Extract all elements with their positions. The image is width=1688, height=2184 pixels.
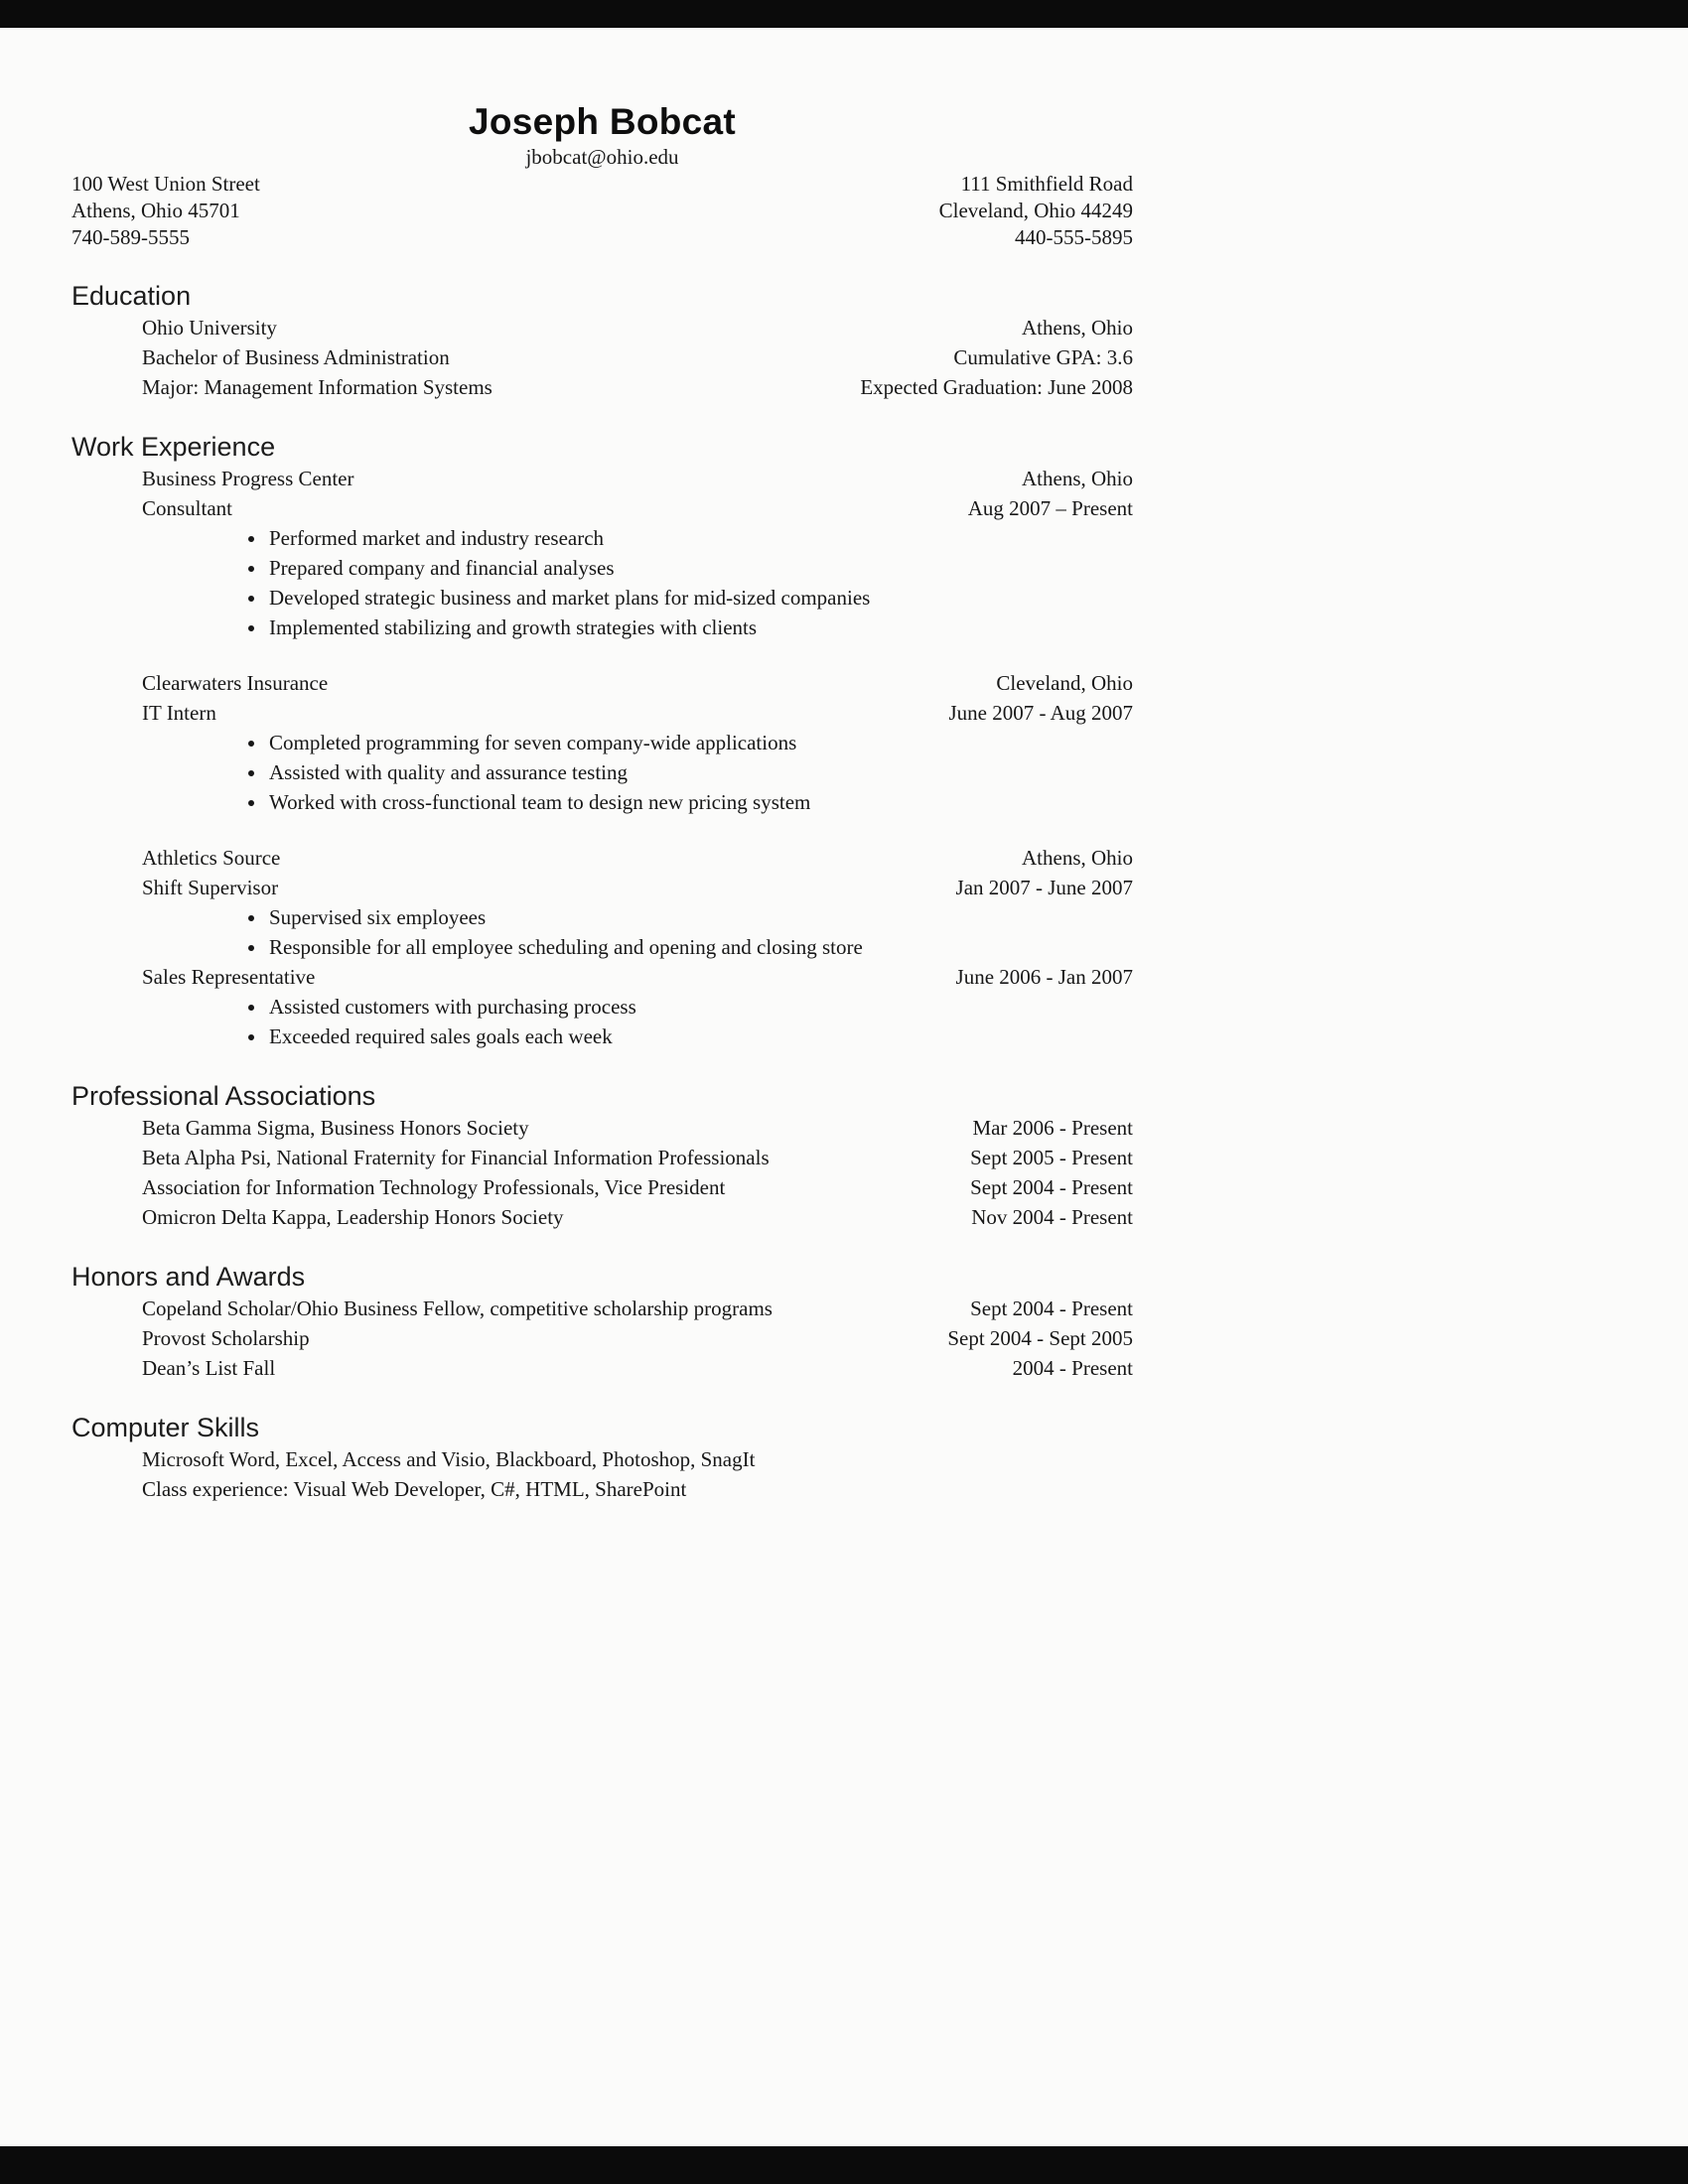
- job-role-row: [142, 493, 1133, 523]
- job-company-row: [142, 668, 1133, 698]
- bullet-item: • Worked with cross-functional team to design new pricing system: [267, 787, 1133, 817]
- resume-content: [71, 28, 1133, 1504]
- address-line: Cleveland, Ohio 44249: [938, 199, 1133, 222]
- major-text: Major: Management Information Systems: [142, 375, 492, 399]
- role-bullet-list: [142, 728, 1133, 817]
- resume-page: [0, 28, 1688, 2146]
- job-entry: [142, 464, 1133, 642]
- education-rows: [71, 313, 1133, 402]
- role-dates: June 2006 - Jan 2007: [955, 965, 1133, 989]
- role-title: IT Intern: [142, 701, 216, 725]
- association-name: Omicron Delta Kappa, Leadership Honors Society: [142, 1205, 564, 1229]
- honor-dates: Sept 2004 - Present: [970, 1297, 1133, 1320]
- phone-number: 440-555-5895: [1015, 225, 1133, 249]
- association-row: [142, 1202, 1133, 1232]
- contact-block: [71, 171, 1133, 251]
- address-right: [939, 171, 1133, 251]
- role-title: Sales Representative: [142, 965, 316, 989]
- bullet-item: • Exceeded required sales goals each week: [267, 1022, 1133, 1051]
- company-location: Athens, Ohio: [1022, 846, 1133, 870]
- association-row: [142, 1172, 1133, 1202]
- association-dates: Sept 2005 - Present: [970, 1146, 1133, 1169]
- honor-name: Copeland Scholar/Ohio Business Fellow, competitive scholarship programs: [142, 1297, 773, 1320]
- school-name: Ohio University: [142, 316, 277, 340]
- section-heading-honors: Honors and Awards: [71, 1262, 306, 1292]
- association-row: [142, 1113, 1133, 1143]
- role-bullet-list: [142, 992, 1133, 1051]
- honors-rows: [71, 1294, 1133, 1383]
- bullet-item: • Supervised six employees: [267, 902, 1133, 932]
- association-dates: Sept 2004 - Present: [970, 1175, 1133, 1199]
- work-rows: [71, 464, 1133, 1051]
- honor-name: Provost Scholarship: [142, 1326, 310, 1350]
- role-bullet-list: [142, 902, 1133, 962]
- section-honors-awards: [71, 1260, 1133, 1383]
- resume-name: Joseph Bobcat: [468, 101, 737, 142]
- scan-edge-top: [0, 0, 1688, 28]
- company-name: Athletics Source: [142, 846, 281, 870]
- company-name: Business Progress Center: [142, 467, 354, 490]
- gpa-text: Cumulative GPA: 3.6: [953, 345, 1133, 369]
- email-text: jbobcat@ohio.edu: [525, 145, 679, 169]
- honor-row: [142, 1323, 1133, 1353]
- section-heading-education: Education: [71, 281, 192, 311]
- education-row: [142, 372, 1133, 402]
- school-location: Athens, Ohio: [1022, 316, 1133, 340]
- honor-name: Dean’s List Fall: [142, 1356, 276, 1380]
- job-role-row: [142, 698, 1133, 728]
- section-professional-associations: [71, 1079, 1133, 1232]
- association-name: Association for Information Technology Professionals, Vice President: [142, 1175, 726, 1199]
- skills-line: Microsoft Word, Excel, Access and Visio, Blackboard, Photoshop, SnagIt: [142, 1447, 756, 1471]
- association-dates: Mar 2006 - Present: [972, 1116, 1133, 1140]
- section-heading-work: Work Experience: [71, 432, 276, 462]
- association-name: Beta Alpha Psi, National Fraternity for Financial Information Professionals: [142, 1146, 770, 1169]
- role-bullet-list: [142, 523, 1133, 642]
- education-row: [142, 342, 1133, 372]
- job-entry: [142, 668, 1133, 817]
- company-name: Clearwaters Insurance: [142, 671, 329, 695]
- bullet-item: • Performed market and industry research: [267, 523, 1133, 553]
- honor-row: [142, 1294, 1133, 1323]
- company-location: Cleveland, Ohio: [996, 671, 1133, 695]
- job-company-row: [142, 843, 1133, 873]
- section-heading-associations: Professional Associations: [71, 1081, 376, 1111]
- bullet-item: • Developed strategic business and market plans for mid-sized companies: [267, 583, 1133, 613]
- honor-row: [142, 1353, 1133, 1383]
- section-heading-skills: Computer Skills: [71, 1413, 260, 1442]
- association-name: Beta Gamma Sigma, Business Honors Society: [142, 1116, 529, 1140]
- role-dates: Aug 2007 – Present: [967, 496, 1133, 520]
- address-line: 111 Smithfield Road: [960, 172, 1133, 196]
- honor-dates: Sept 2004 - Sept 2005: [947, 1326, 1133, 1350]
- bullet-item: • Prepared company and financial analyses: [267, 553, 1133, 583]
- associations-rows: [71, 1113, 1133, 1232]
- address-line: Athens, Ohio 45701: [71, 199, 240, 222]
- job-entry: [142, 843, 1133, 1051]
- honor-dates: 2004 - Present: [1012, 1356, 1133, 1380]
- phone-number: 740-589-5555: [71, 225, 190, 249]
- address-left: [71, 171, 260, 251]
- role-title: Shift Supervisor: [142, 876, 279, 899]
- company-location: Athens, Ohio: [1022, 467, 1133, 490]
- section-computer-skills: [71, 1411, 1133, 1504]
- scan-edge-bottom: [0, 2146, 1688, 2184]
- role-title: Consultant: [142, 496, 233, 520]
- section-education: [71, 279, 1133, 402]
- bullet-item: • Completed programming for seven company-wide applications: [267, 728, 1133, 757]
- association-row: [142, 1143, 1133, 1172]
- job-role-row: [142, 873, 1133, 902]
- bullet-item: • Implemented stabilizing and growth strategies with clients: [267, 613, 1133, 642]
- role-dates: Jan 2007 - June 2007: [955, 876, 1133, 899]
- bullet-item: • Assisted with quality and assurance testing: [267, 757, 1133, 787]
- role-dates: June 2007 - Aug 2007: [948, 701, 1133, 725]
- graduation-text: Expected Graduation: June 2008: [860, 375, 1133, 399]
- resume-header: [71, 101, 1133, 251]
- skills-rows: [71, 1444, 1133, 1504]
- education-row: [142, 313, 1133, 342]
- bullet-item: • Assisted customers with purchasing process: [267, 992, 1133, 1022]
- association-dates: Nov 2004 - Present: [971, 1205, 1133, 1229]
- bullet-item: • Responsible for all employee scheduling and opening and closing store: [267, 932, 1133, 962]
- job-company-row: [142, 464, 1133, 493]
- degree-name: Bachelor of Business Administration: [142, 345, 450, 369]
- address-line: 100 West Union Street: [71, 172, 260, 196]
- job-role-row: [142, 962, 1133, 992]
- section-work-experience: [71, 430, 1133, 1051]
- skills-line: Class experience: Visual Web Developer, C#, HTML, SharePoint: [142, 1477, 687, 1501]
